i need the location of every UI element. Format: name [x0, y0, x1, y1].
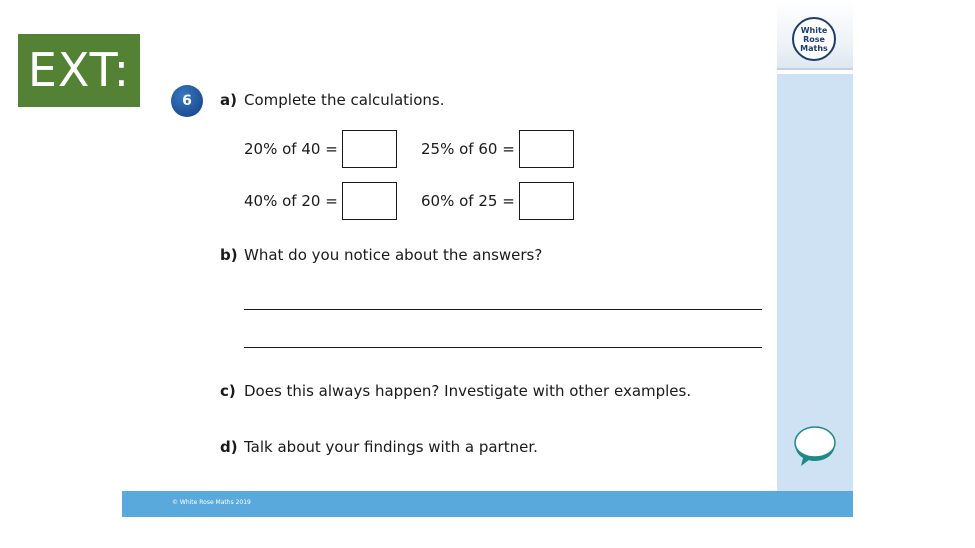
logo-line-2: Rose — [803, 34, 825, 44]
part-d — [220, 438, 538, 456]
part-a-text: Complete the calculations. — [244, 91, 445, 109]
calc-expression-1: 20% of 40 = — [244, 140, 338, 158]
part-d-text: Talk about your findings with a partner. — [244, 438, 538, 456]
part-b-text: What do you notice about the answers? — [244, 246, 543, 264]
white-rose-maths-logo — [792, 17, 836, 61]
answer-box-2[interactable] — [519, 130, 574, 168]
part-c — [220, 382, 691, 400]
logo-line-3: Maths — [800, 43, 828, 53]
ext-badge: EXT: — [18, 34, 140, 107]
part-c-text: Does this always happen? Investigate with other examples. — [244, 382, 692, 400]
answer-box-1[interactable] — [342, 130, 397, 168]
answer-box-4[interactable] — [519, 182, 574, 220]
part-b-letter: b) — [220, 246, 238, 264]
part-d-letter: d) — [220, 438, 238, 456]
part-a-letter: a) — [220, 91, 237, 109]
question-number-badge: 6 — [171, 85, 203, 117]
footer-bar — [122, 491, 853, 517]
side-panel-divider — [777, 68, 853, 70]
logo-line-1: White — [800, 25, 828, 35]
copyright-text: © White Rose Maths 2019 — [172, 499, 251, 506]
calc-expression-2: 25% of 60 = — [421, 140, 515, 158]
calc-expression-4: 60% of 25 = — [421, 192, 515, 210]
part-a — [220, 91, 444, 109]
calc-expression-3: 40% of 20 = — [244, 192, 338, 210]
part-b — [220, 246, 542, 264]
answer-box-3[interactable] — [342, 182, 397, 220]
answer-line-2[interactable] — [244, 347, 762, 348]
speech-bubble-icon — [792, 424, 838, 470]
part-c-letter: c) — [220, 382, 236, 400]
answer-line-1[interactable] — [244, 309, 762, 310]
